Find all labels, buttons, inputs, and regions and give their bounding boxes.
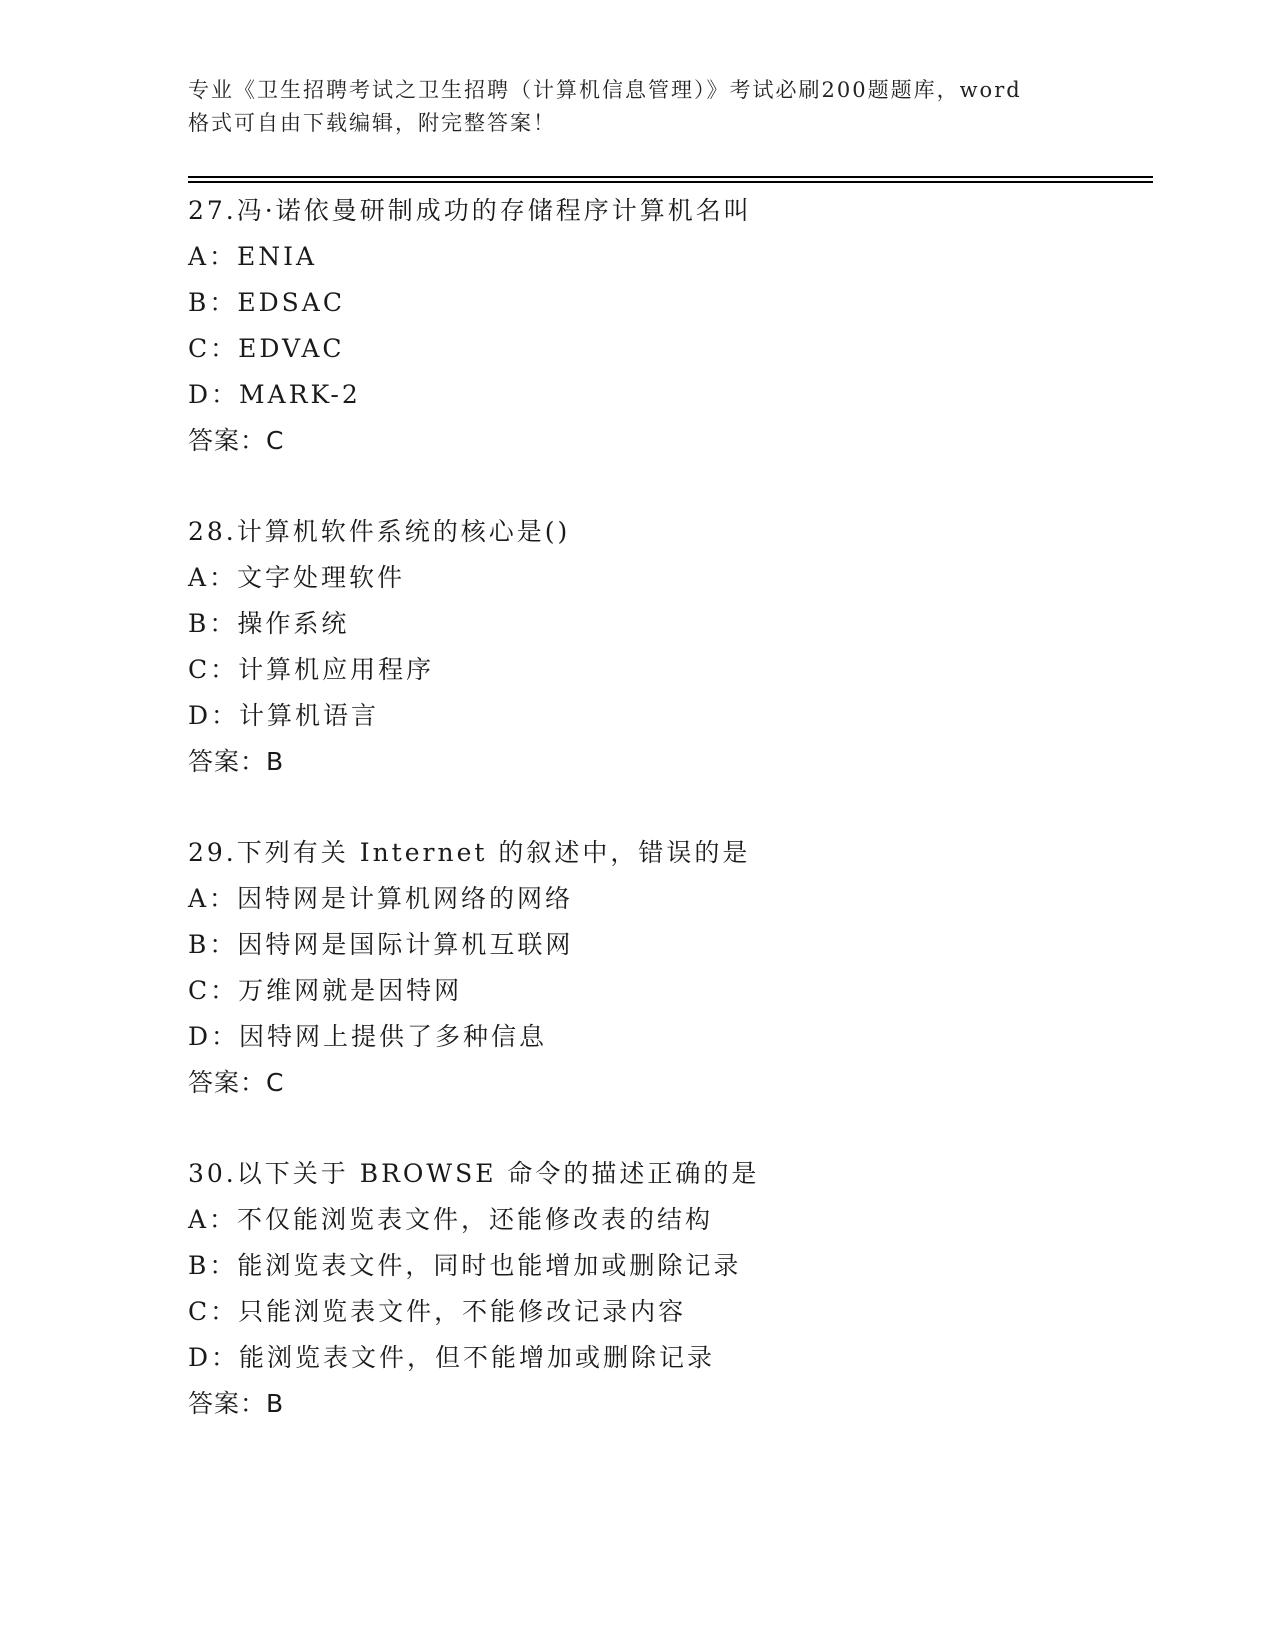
option-d: D：能浏览表文件，但不能增加或删除记录 (188, 1343, 716, 1372)
option-a: A：文字处理软件 (188, 563, 406, 592)
header-line-1: 专业《卫生招聘考试之卫生招聘（计算机信息管理）》考试必刷200题题库，word (188, 78, 1022, 102)
option-d: D：因特网上提供了多种信息 (188, 1022, 548, 1051)
answer-label: 答案：B (188, 747, 285, 776)
question-stem: 27.冯·诺依曼研制成功的存储程序计算机名叫 (188, 196, 752, 225)
answer-label: 答案：C (188, 426, 285, 455)
header-divider-bottom (188, 181, 1153, 183)
question-stem: 29.下列有关 Internet 的叙述中，错误的是 (188, 838, 751, 867)
question-list (188, 188, 1148, 1472)
option-b: B：能浏览表文件，同时也能增加或删除记录 (188, 1251, 742, 1280)
option-c: C：计算机应用程序 (188, 655, 435, 684)
header-divider-top (188, 176, 1153, 178)
question-27 (188, 188, 1148, 464)
document-header (188, 74, 1088, 140)
header-line-2: 格式可自由下载编辑，附完整答案！ (188, 111, 556, 135)
question-stem: 30.以下关于 BROWSE 命令的描述正确的是 (188, 1159, 760, 1188)
answer-label: 答案：C (188, 1068, 285, 1097)
answer-label: 答案：B (188, 1389, 285, 1418)
option-d: D：MARK-2 (188, 380, 361, 409)
question-30 (188, 1151, 1148, 1427)
option-d: D：计算机语言 (188, 701, 380, 730)
question-29 (188, 830, 1148, 1106)
option-c: C：只能浏览表文件，不能修改记录内容 (188, 1297, 687, 1326)
question-28 (188, 509, 1148, 785)
option-a: A：因特网是计算机网络的网络 (188, 884, 574, 913)
option-b: B：因特网是国际计算机互联网 (188, 930, 574, 959)
option-c: C：万维网就是因特网 (188, 976, 463, 1005)
option-b: B：操作系统 (188, 609, 350, 638)
option-a: A：ENIA (188, 242, 318, 271)
option-c: C：EDVAC (188, 334, 345, 363)
option-b: B：EDSAC (188, 288, 345, 317)
option-a: A：不仅能浏览表文件，还能修改表的结构 (188, 1205, 714, 1234)
question-stem: 28.计算机软件系统的核心是() (188, 517, 571, 546)
